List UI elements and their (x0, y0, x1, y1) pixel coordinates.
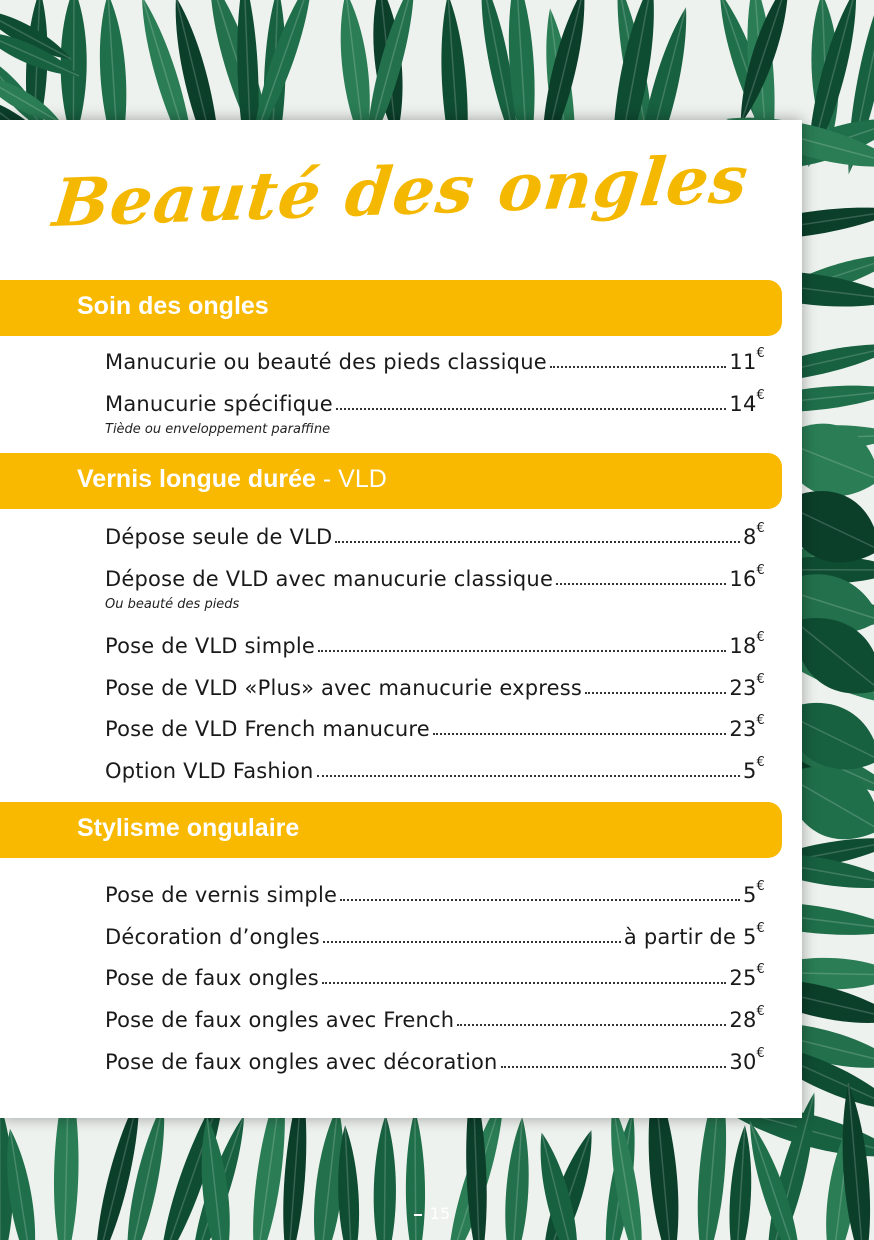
service-label: Pose de faux ongles avec French (105, 1008, 455, 1032)
dot-leader (433, 733, 726, 735)
service-price: 11€ (729, 346, 765, 374)
service-label: Option VLD Fashion (105, 759, 314, 783)
service-price: 8€ (742, 521, 765, 549)
service-price: 30€ (729, 1046, 765, 1074)
price-row (105, 386, 765, 416)
section-header-stylisme (0, 802, 782, 858)
dot-leader (457, 1024, 726, 1026)
dot-leader (550, 366, 727, 368)
price-row (105, 1044, 765, 1074)
price-row (105, 561, 765, 591)
service-label: Manucurie spécifique (105, 392, 333, 416)
price-row (105, 960, 765, 990)
service-label: Pose de VLD French manucure (105, 717, 430, 741)
section-header-vld (0, 453, 782, 509)
section-title: Soin des ongles (77, 292, 269, 320)
service-label: Dépose seule de VLD (105, 525, 333, 549)
section-title: Stylisme ongulaire (77, 814, 300, 842)
price-row (105, 877, 765, 907)
dot-leader (340, 899, 740, 901)
page-number-text: 15 (429, 1204, 451, 1223)
price-row (105, 628, 765, 658)
price-row (105, 753, 765, 783)
service-note: Tiède ou enveloppement paraffine (105, 422, 331, 437)
service-price: 23€ (729, 672, 765, 700)
page-number (410, 1204, 470, 1223)
service-price: 23€ (729, 713, 765, 741)
price-row (105, 670, 765, 700)
dot-leader (556, 583, 726, 585)
service-label: Dépose de VLD avec manucurie classique (105, 567, 554, 591)
section-suffix: - VLD (315, 465, 387, 493)
page-title: Beauté des ongles (49, 139, 753, 243)
service-label: Pose de faux ongles avec décoration (105, 1050, 498, 1074)
page-number-tick (414, 1214, 422, 1216)
price-row (105, 1002, 765, 1032)
service-label: Pose de VLD «Plus» avec manucurie express (105, 676, 583, 700)
service-label: Pose de vernis simple (105, 883, 338, 907)
dot-leader (501, 1066, 727, 1068)
service-price: 14€ (729, 388, 765, 416)
dot-leader (335, 541, 740, 543)
price-row (105, 919, 765, 949)
dot-leader (336, 408, 727, 410)
service-label: Manucurie ou beauté des pieds classique (105, 350, 547, 374)
price-row (105, 519, 765, 549)
dot-leader (322, 982, 727, 984)
page-title-wrap (0, 120, 802, 280)
service-price: 16€ (729, 563, 765, 591)
service-note: Ou beauté des pieds (105, 597, 240, 612)
section-header-soin (0, 280, 782, 336)
service-price: à partir de 5€ (623, 921, 765, 949)
service-price: 18€ (729, 630, 765, 658)
service-label: Décoration d’ongles (105, 925, 320, 949)
price-row (105, 711, 765, 741)
dot-leader (318, 650, 726, 652)
price-list-card (0, 120, 802, 1118)
dot-leader (317, 775, 740, 777)
service-label: Pose de VLD simple (105, 634, 316, 658)
service-price: 28€ (729, 1004, 765, 1032)
price-row (105, 344, 765, 374)
service-price: 5€ (742, 879, 765, 907)
dot-leader (323, 941, 621, 943)
section-title: Vernis longue durée (77, 465, 316, 493)
dot-leader (585, 692, 726, 694)
service-price: 5€ (742, 755, 765, 783)
service-price: 25€ (729, 962, 765, 990)
service-label: Pose de faux ongles (105, 966, 319, 990)
